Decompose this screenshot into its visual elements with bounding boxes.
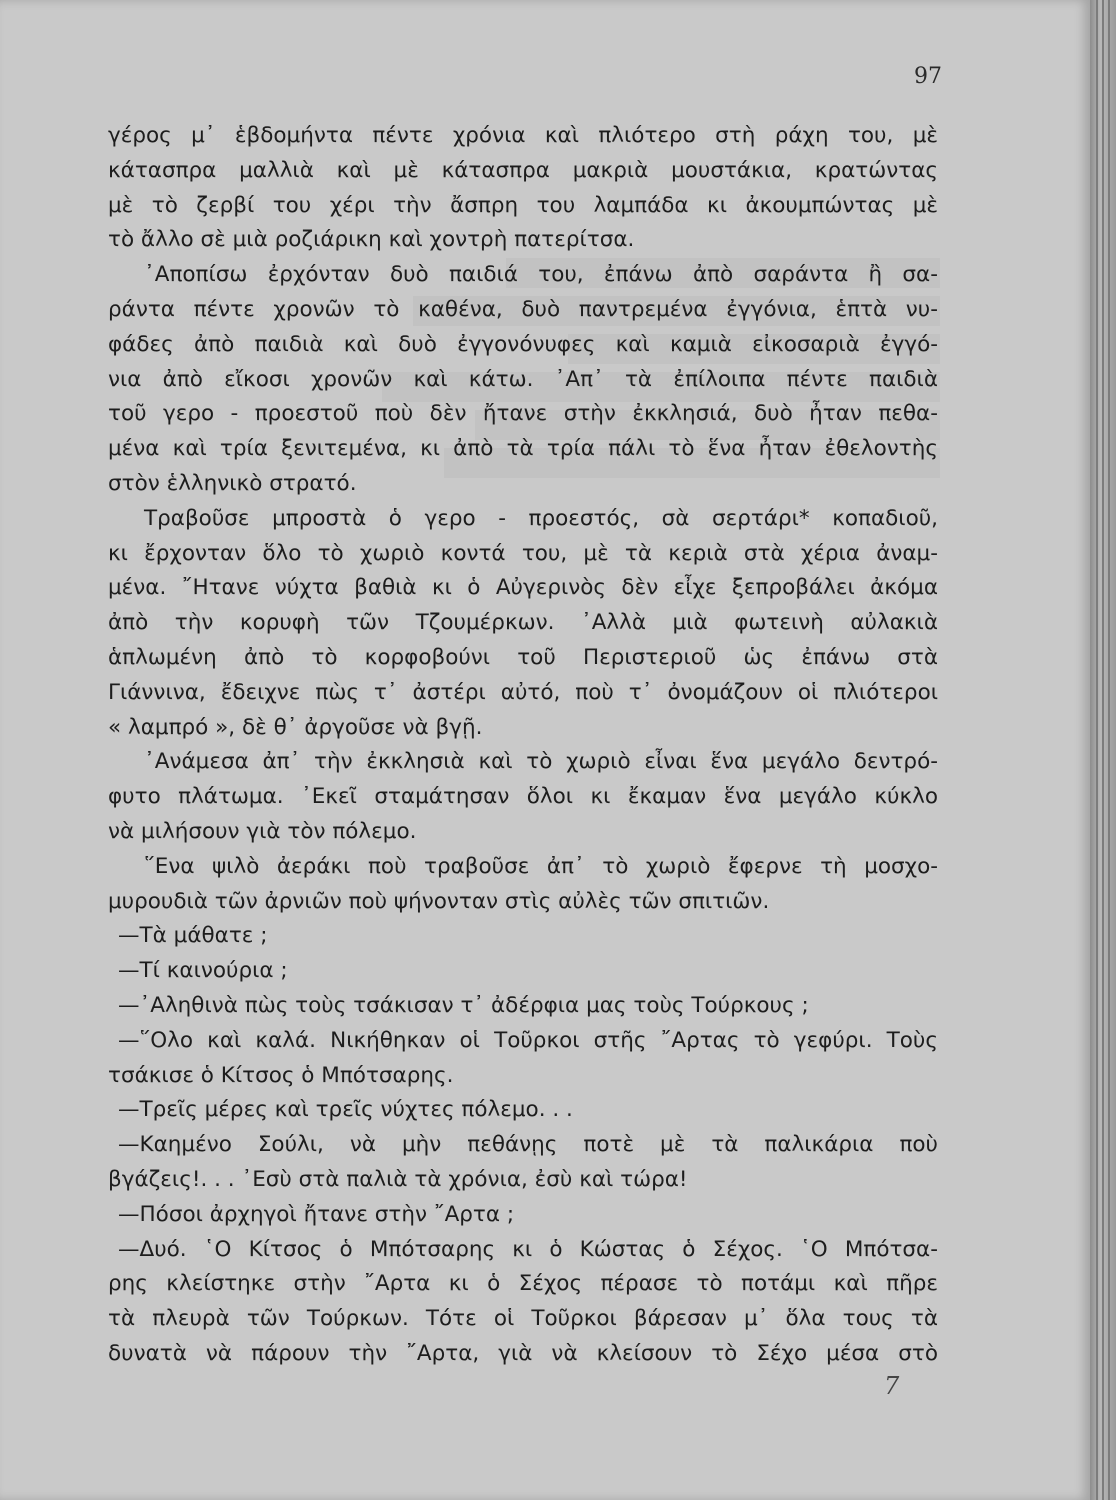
text-line: κάτασπρα μαλλιὰ καὶ μὲ κάτασπρα μακριὰ μουστάκια, κρατώντας: [108, 157, 938, 183]
text-line: μὲ τὸ ζερβί του χέρι τὴν ἄσπρη του λαμπάδα κι ἀκουμπώντας μὲ: [108, 192, 938, 218]
text-line: ῞Ενα ψιλὸ ἀεράκι ποὺ τραβοῦσε ἀπ᾽ τὸ χωριὸ ἔφερνε τὴ μοσχο-: [144, 853, 938, 879]
text-line: ράντα πέντε χρονῶν τὸ καθένα, δυὸ παντρεμένα ἐγγόνια, ἑπτὰ νυ-: [108, 296, 938, 322]
signature-mark: 7: [884, 1372, 900, 1400]
text-line: φυτο πλάτωμα. ᾽Εκεῖ σταμάτησαν ὅλοι κι ἔκαμαν ἕνα μεγάλο κύκλο: [108, 784, 938, 810]
text-line: γέρος μ᾽ ἑβδομήντα πέντε χρόνια καὶ πλιότερο στὴ ράχη του, μὲ: [108, 123, 938, 148]
text-line: τοῦ γερο - προεστοῦ ποὺ δὲν ἤτανε στὴν ἐκκλησιά, δυὸ ἦταν πεθα-: [108, 401, 938, 427]
text-line: φάδες ἀπὸ παιδιὰ καὶ δυὸ ἐγγονόνυφες καὶ καμιὰ εἰκοσαριὰ ἐγγό-: [108, 331, 938, 357]
dialogue-line: —᾽Αληθινὰ πὼς τοὺς τσάκισαν τ᾽ ἀδέρφια μας τοὺς Τούρκους ;: [118, 992, 809, 1018]
text-line: δυνατὰ νὰ πάρουν τὴν ῎Αρτα, γιὰ νὰ κλείσουν τὸ Σέχο μέσα στὸ: [108, 1340, 938, 1366]
dialogue-line: —Καημένο Σούλι, νὰ μὴν πεθάνῃς ποτὲ μὲ τὰ παλικάρια ποὺ: [118, 1132, 938, 1158]
text-line: ἀπὸ τὴν κορυφὴ τῶν Τζουμέρκων. ᾽Αλλὰ μιὰ φωτεινὴ αὐλακιὰ: [108, 610, 938, 636]
text-line: μυρουδιὰ τῶν ἀρνιῶν ποὺ ψήνονταν στὶς αὐλὲς τῶν σπιτιῶν.: [108, 888, 770, 914]
dialogue-line: —Δυό. ῾Ο Κίτσος ὁ Μπότσαρης κι ὁ Κώστας ὁ Σέχος. ῾Ο Μπότσα-: [118, 1236, 938, 1262]
text-line: ᾽Αποπίσω ἐρχόνταν δυὸ παιδιά του, ἐπάνω ἀπὸ σαράντα ἢ σα-: [144, 262, 938, 288]
dialogue-line: —Τρεῖς μέρες καὶ τρεῖς νύχτες πόλεμο. . .: [118, 1097, 573, 1123]
body-text: [108, 119, 938, 1372]
text-line: νὰ μιλήσουν γιὰ τὸν πόλεμο.: [108, 818, 417, 844]
text-line: ᾽Ανάμεσα ἀπ᾽ τὴν ἐκκλησιὰ καὶ τὸ χωριὸ εἶναι ἕνα μεγάλο δεντρό-: [144, 749, 938, 775]
text-line: τὰ πλευρὰ τῶν Τούρκων. Τότε οἱ Τοῦρκοι βάρεσαν μ᾽ ὅλα τους τὰ: [108, 1306, 938, 1332]
dialogue-line: —Τὰ μάθατε ;: [118, 923, 268, 949]
page-number: 97: [914, 64, 942, 89]
text-line: « λαμπρό », δὲ θ᾽ ἀργοῦσε νὰ βγῇ.: [108, 714, 483, 740]
text-line: μένα καὶ τρία ξενιτεμένα, κι ἀπὸ τὰ τρία πάλι τὸ ἕνα ἦταν ἐθελοντὴς: [108, 436, 938, 462]
text-line: Γιάννινα, ἔδειχνε πὼς τ᾽ ἀστέρι αὐτό, ποὺ τ᾽ ὀνομάζουν οἱ πλιότεροι: [108, 679, 938, 705]
text-line: στὸν ἑλληνικὸ στρατό.: [108, 470, 357, 496]
dialogue-line: —῞Ολο καὶ καλά. Νικήθηκαν οἱ Τοῦρκοι στῆς ῎Αρτας τὸ γεφύρι. Τοὺς: [118, 1027, 938, 1053]
text-line: τὸ ἄλλο σὲ μιὰ ροζιάρικη καὶ χοντρὴ πατερίτσα.: [108, 227, 635, 253]
dialogue-line: —Τί καινούρια ;: [118, 958, 288, 984]
dialogue-line: —Πόσοι ἀρχηγοὶ ἤτανε στὴν ῎Αρτα ;: [118, 1201, 515, 1227]
text-line: μένα. ῎Ητανε νύχτα βαθιὰ κι ὁ Αὐγερινὸς δὲν εἶχε ξεπροβάλει ἀκόμα: [108, 575, 938, 601]
text-line: Τραβοῦσε μπροστὰ ὁ γερο - προεστός, σὰ σερτάρι* κοπαδιοῦ,: [144, 505, 938, 531]
book-page-edge: [1090, 0, 1116, 1500]
text-line: βγάζεις!. . . ᾽Εσὺ στὰ παλιὰ τὰ χρόνια, ἐσὺ καὶ τώρα!: [108, 1166, 688, 1192]
text-line: ρης κλείστηκε στὴν ῎Αρτα κι ὁ Σέχος πέρασε τὸ ποτάμι καὶ πῆρε: [108, 1271, 938, 1297]
text-line: τσάκισε ὁ Κίτσος ὁ Μπότσαρης.: [108, 1062, 454, 1088]
text-line: νια ἀπὸ εἴκοσι χρονῶν καὶ κάτω. ᾽Απ᾽ τὰ ἐπίλοιπα πέντε παιδιὰ: [108, 366, 938, 392]
text-line: ἁπλωμένη ἀπὸ τὸ κορφοβούνι τοῦ Περιστεριοῦ ὡς ἐπάνω στὰ: [108, 644, 938, 670]
text-line: κι ἔρχονταν ὅλο τὸ χωριὸ κοντά του, μὲ τὰ κεριὰ στὰ χέρια ἀναμ-: [108, 540, 938, 566]
